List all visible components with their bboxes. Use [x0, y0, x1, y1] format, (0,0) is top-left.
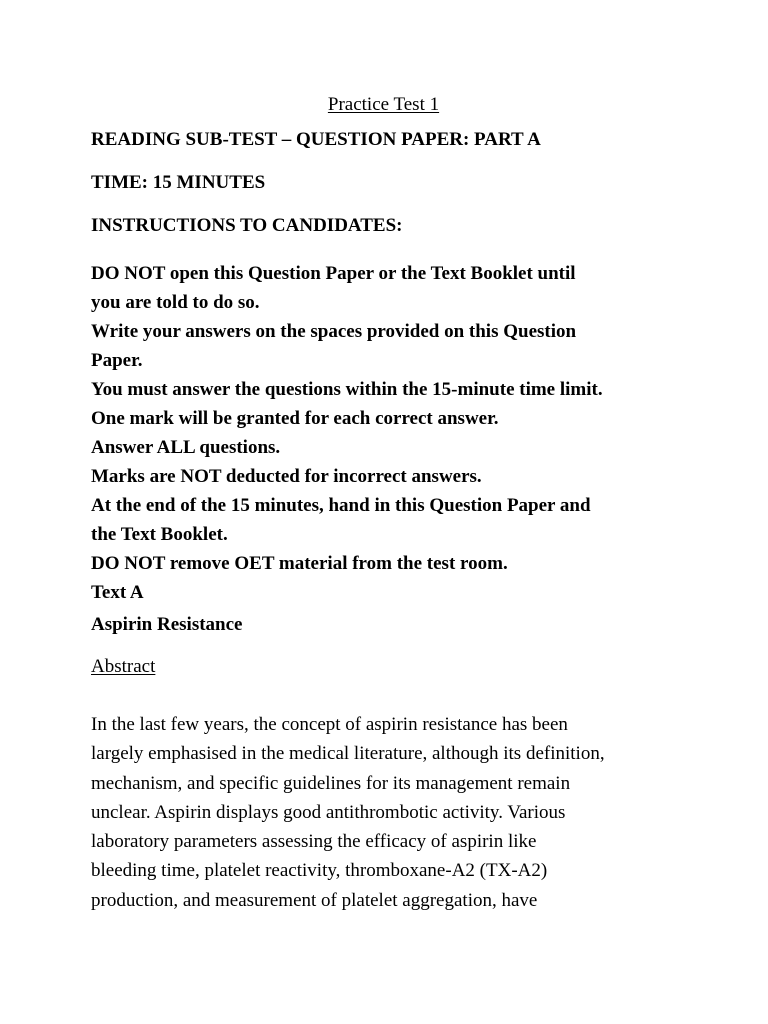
paragraph-line: In the last few years, the concept of aspirin resistance has been: [91, 714, 568, 735]
instruction-line: At the end of the 15 minutes, hand in this Question Paper and: [91, 495, 591, 516]
instruction-line: Write your answers on the spaces provided on this Question: [91, 321, 577, 342]
abstract-heading: Abstract: [91, 656, 156, 677]
paragraph-line: bleeding time, platelet reactivity, thromboxane-A2 (TX-A2): [91, 860, 548, 882]
page-title: Practice Test 1: [327, 94, 440, 115]
instruction-line: You must answer the questions within the 15-minute time limit.: [91, 379, 603, 400]
instruction-line: Answer ALL questions.: [91, 437, 281, 458]
subtest-heading: READING SUB-TEST – QUESTION PAPER: PART A: [91, 129, 541, 150]
paragraph-line: largely emphasised in the medical literature, although its definition,: [91, 743, 605, 765]
instruction-line: you are told to do so.: [91, 292, 260, 313]
instruction-line: Paper.: [91, 350, 143, 371]
instruction-line: DO NOT remove OET material from the test room.: [91, 553, 508, 574]
paragraph-line: production, and measurement of platelet aggregation, have: [91, 889, 538, 911]
instructions-heading: INSTRUCTIONS TO CANDIDATES:: [91, 215, 403, 236]
text-title: Aspirin Resistance: [91, 614, 243, 635]
abstract-paragraph: [91, 710, 605, 915]
paragraph-line: unclear. Aspirin displays good antithrombotic activity. Various: [91, 801, 566, 823]
instruction-line: the Text Booklet.: [91, 524, 228, 545]
paragraph-line: laboratory parameters assessing the efficacy of aspirin like: [91, 831, 537, 853]
time-limit: TIME: 15 MINUTES: [91, 172, 266, 193]
text-label: Text A: [91, 582, 144, 603]
instruction-line: Marks are NOT deducted for incorrect answers.: [91, 466, 482, 487]
instruction-line: One mark will be granted for each correct answer.: [91, 408, 499, 429]
instructions-list: [91, 259, 603, 607]
paragraph-line: mechanism, and specific guidelines for its management remain: [91, 772, 571, 794]
instruction-line: DO NOT open this Question Paper or the Text Booklet until: [91, 263, 576, 284]
